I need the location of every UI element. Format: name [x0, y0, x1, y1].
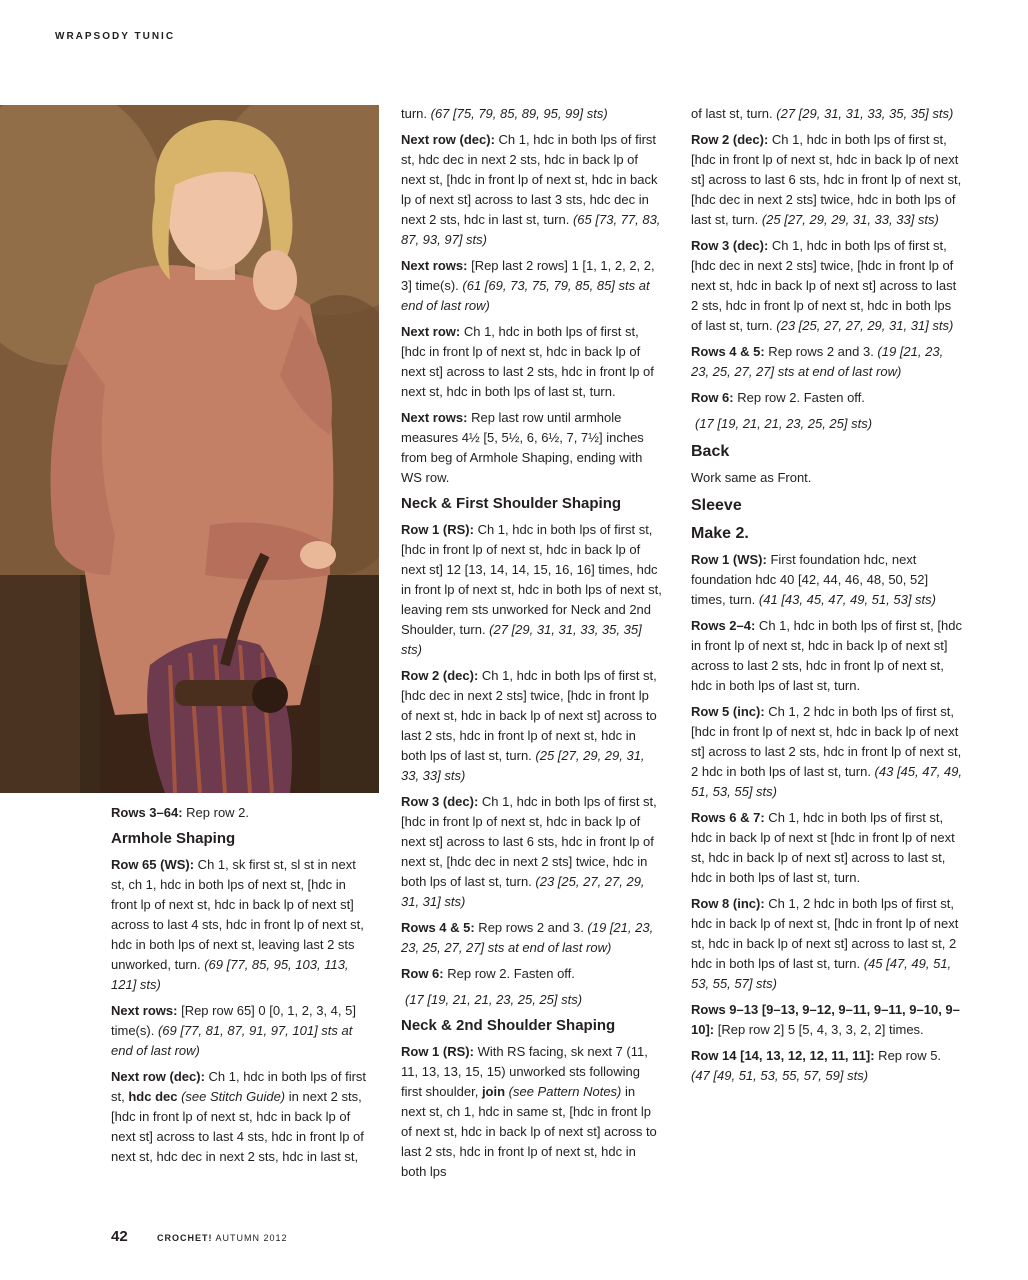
- tunic-photo: [0, 105, 379, 793]
- page-number: 42: [111, 1228, 128, 1245]
- column-1: [111, 803, 369, 1173]
- issue-date: AUTUMN 2012: [215, 1233, 288, 1243]
- back-instructions: Work same as Front.: [691, 470, 812, 485]
- back-heading: Back: [691, 443, 730, 460]
- instruction-row-6: Row 6: Rep row 2. Fasten off.: [401, 966, 575, 981]
- sleeve-rows-6-7: Rows 6 & 7: Ch 1, hdc in both lps of first st, hdc in back lp of next st [hdc in front lp of next st, hdc in back lp of next st] across to last st, hdc in both lps of last st, turn.: [691, 810, 955, 885]
- instruction-row-1: Row 1 (RS): Ch 1, hdc in both lps of first st, [hdc in front lp of next st, hdc in back lp of next st] 12 [13, 14, 14, 15, 16, 16] times, hdc in front lp of next st, hdc in both lps of next st, leaving rem sts unworked for Neck and 2nd Shoulder, turn. (27 [29, 31, 31, 33, 35, 35] sts): [401, 522, 662, 657]
- row-6-stitch-count: (17 [19, 21, 21, 23, 25, 25] sts): [695, 416, 873, 431]
- armhole-shaping-heading: Armhole Shaping: [111, 830, 236, 847]
- running-head: WRAPSODY TUNIC: [55, 31, 176, 42]
- sleeve-row-1: Row 1 (WS): First foundation hdc, next foundation hdc 40 [42, 44, 46, 48, 50, 52] times, turn. (41 [43, 45, 47, 49, 51, 53] sts): [691, 552, 936, 607]
- instruction-next-rows: Next rows: [Rep row 65] 0 [0, 1, 2, 3, 4, 5] time(s). (69 [77, 81, 87, 91, 97, 101] sts at end of last row): [111, 1003, 356, 1058]
- instruction-rows-4-5: Rows 4 & 5: Rep rows 2 and 3. (19 [21, 23, 23, 25, 27, 27] sts at end of last row): [401, 920, 654, 955]
- instruction-continued: turn. (67 [75, 79, 85, 89, 95, 99] sts): [401, 106, 608, 121]
- neck-first-shoulder-heading: Neck & First Shoulder Shaping: [401, 495, 622, 512]
- column-3: [691, 104, 963, 1092]
- row-6-stitch-count: (17 [19, 21, 21, 23, 25, 25] sts): [405, 992, 583, 1007]
- sleeve-rows-9-13: Rows 9–13 [9–13, 9–12, 9–11, 9–11, 9–10, 9–10]: [Rep row 2] 5 [5, 4, 3, 3, 2, 2] times.: [691, 1002, 960, 1037]
- instruction-row-3: Row 3 (dec): Ch 1, hdc in both lps of first st, [hdc in front lp of next st, hdc in back lp of next st] across to last 6 sts, hdc in front lp of next st, [hdc dec in next 2 sts] twice, hdc in both lps of last st, turn. (23 [25, 27, 27, 29, 31, 31] sts): [401, 794, 657, 909]
- magazine-name: CROCHET!: [157, 1233, 213, 1243]
- instruction-next-row-dec: Next row (dec): Ch 1, hdc in both lps of first st, hdc dec in next 2 sts, hdc in back lp of next st, [hdc in front lp of next st, hdc in back lp of next st] across to last 3 sts, hdc dec in next 2 sts, hdc in last st, turn. (65 [73, 77, 83, 87, 93, 97] sts): [401, 132, 661, 247]
- sleeve-row-8: Row 8 (inc): Ch 1, 2 hdc in both lps of first st, hdc in back lp of next st, [hdc in front lp of next st, hdc in back lp of next st] across to last st, 2 hdc in both lps of last st, turn. (45 [47, 49, 51, 53, 55, 57] sts): [691, 896, 959, 991]
- instruction-row-2: Row 2 (dec): Ch 1, hdc in both lps of first st, [hdc dec in next 2 sts] twice, [hdc in front lp of next st, hdc in back lp of next st] across to last 2 sts, hdc in front lp of next st, hdc in both lps of last st, turn. (25 [27, 29, 29, 31, 33, 33] sts): [401, 668, 657, 783]
- instruction-next-row: Next row: Ch 1, hdc in both lps of first st, [hdc in front lp of next st, hdc in back lp of next st] across to last 2 sts, hdc in front lp of next st, hdc in both lps of last st, turn.: [401, 324, 654, 399]
- sleeve-row-14: Row 14 [14, 13, 12, 12, 11, 11]: Rep row 5. (47 [49, 51, 53, 55, 57, 59] sts): [691, 1048, 942, 1083]
- sleeve-heading: Sleeve: [691, 497, 742, 514]
- make-2-heading: Make 2.: [691, 525, 749, 542]
- sleeve-rows-2-4: Rows 2–4: Ch 1, hdc in both lps of first st, [hdc in front lp of next st, hdc in back lp of next st] across to last 2 sts, hdc in front lp of next st, hdc in both lps of last st, turn.: [691, 618, 962, 693]
- instruction-row-65: Row 65 (WS): Ch 1, sk first st, sl st in next st, ch 1, hdc in both lps of next st, [hdc in front lp of next st, hdc in back lp of next st] across to last 4 sts, hdc in front lp of next st, hdc in both lps of next st, leaving last 2 sts unworked, turn. (69 [77, 85, 95, 103, 113, 121] sts): [111, 857, 364, 992]
- instruction-row-3: Row 3 (dec): Ch 1, hdc in both lps of first st, [hdc dec in next 2 sts] twice, [hdc in front lp of next st, hdc in back lp of next st] across to last 2 sts, hdc in front lp of next st, hdc in both lps of last st, turn. (23 [25, 27, 27, 29, 31, 31] sts): [691, 238, 957, 333]
- instruction-rows-3-64: Rows 3–64: Rep row 2.: [111, 805, 250, 820]
- neck-2nd-shoulder-heading: Neck & 2nd Shoulder Shaping: [401, 1017, 616, 1034]
- instruction-next-row-dec: Next row (dec): Ch 1, hdc in both lps of first st, hdc dec (see Stitch Guide) in next 2 sts, [hdc in front lp of next st, hdc in back lp of next st] across to last 4 sts, hdc in front lp of next st, hdc dec in next 2 sts, hdc in last st,: [111, 1069, 367, 1164]
- sleeve-row-5: Row 5 (inc): Ch 1, 2 hdc in both lps of first st, [hdc in front lp of next st, hdc in back lp of next st] across to last 2 sts, hdc in front lp of next st, 2 hdc in both lps of last st, turn. (43 [45, 47, 49, 51, 53, 55] sts): [691, 704, 962, 799]
- footer-credit: [157, 1233, 288, 1243]
- instruction-row-1-2nd-shoulder: Row 1 (RS): With RS facing, sk next 7 (11, 11, 13, 13, 15, 15) unworked sts following first shoulder, join (see Pattern Notes) in next st, ch 1, hdc in same st, [hdc in front lp of next st, hdc in back lp of next st] across to last 2 sts, hdc in front lp of next st, hdc in both lps: [401, 1044, 657, 1179]
- instruction-next-rows-armhole: Next rows: Rep last row until armhole measures 4½ [5, 5½, 6, 6½, 7, 7½] inches from beg of Armhole Shaping, ending with WS row.: [401, 410, 644, 485]
- column-2: [401, 104, 663, 1188]
- instruction-row-6: Row 6: Rep row 2. Fasten off.: [691, 390, 865, 405]
- instruction-rows-4-5: Rows 4 & 5: Rep rows 2 and 3. (19 [21, 23, 23, 25, 27, 27] sts at end of last row): [691, 344, 944, 379]
- instruction-row-2: Row 2 (dec): Ch 1, hdc in both lps of first st, [hdc in front lp of next st, hdc in back lp of next st] across to last 6 sts, hdc in front lp of next st, [hdc dec in next 2 sts] twice, hdc in both lps of last st, turn. (25 [27, 29, 29, 31, 33, 33] sts): [691, 132, 962, 227]
- instruction-next-rows: Next rows: [Rep last 2 rows] 1 [1, 1, 2, 2, 2, 3] time(s). (61 [69, 73, 75, 79, 85, 85] sts at end of last row): [401, 258, 655, 313]
- instruction-continued: of last st, turn. (27 [29, 31, 31, 33, 35, 35] sts): [691, 106, 954, 121]
- tunic-photo-illustration: [0, 105, 379, 793]
